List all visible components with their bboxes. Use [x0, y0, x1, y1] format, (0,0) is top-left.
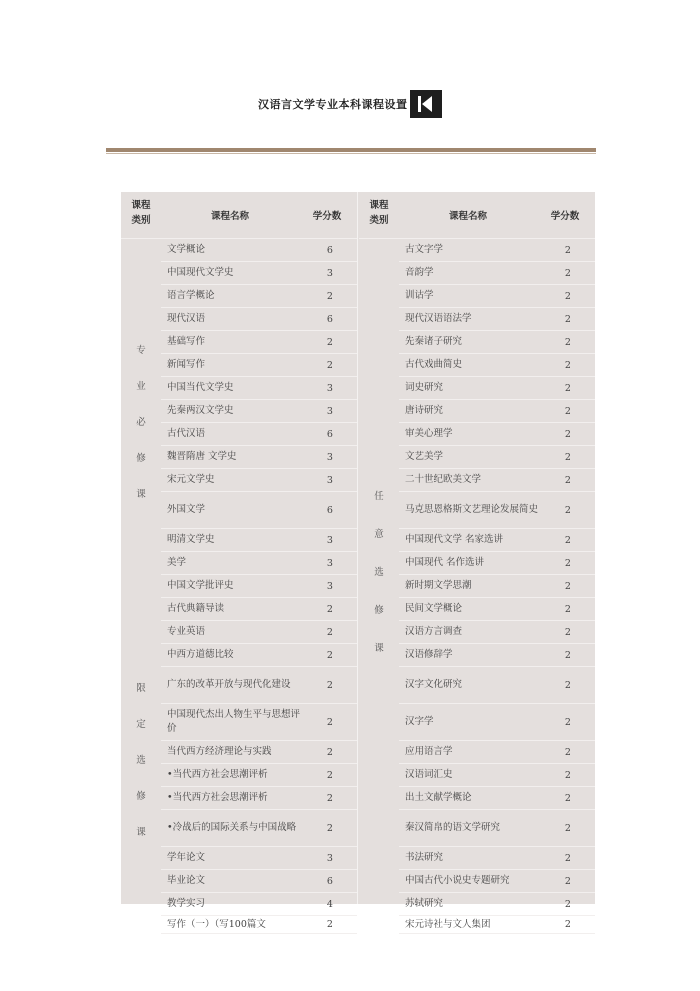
course-credits: 2	[564, 336, 571, 348]
course-name: 汉字学	[405, 716, 434, 727]
table-row	[161, 847, 357, 870]
course-credits: 2	[564, 769, 571, 781]
course-credits: 2	[326, 359, 333, 371]
course-name: 新时期文学思潮	[405, 580, 472, 591]
course-credits: 2	[326, 679, 333, 691]
course-name: 书法研究	[405, 852, 444, 863]
category-char: 修	[136, 453, 146, 464]
table-row	[161, 704, 357, 741]
header-credits: 学分数	[550, 211, 580, 222]
category-char: 选	[374, 567, 384, 578]
course-name: 中国现代杰出人物生平与思想评价	[167, 709, 301, 734]
course-credits: 2	[564, 359, 571, 371]
table-row	[399, 262, 595, 285]
category-label	[359, 488, 399, 654]
course-credits: 3	[326, 557, 333, 569]
course-name: 中国现代文学 名家选讲	[405, 534, 504, 545]
course-name: 出土文献学概论	[405, 792, 472, 803]
table-row	[161, 741, 357, 764]
course-credits: 2	[564, 746, 571, 758]
course-credits: 2	[564, 580, 571, 592]
header-course-name: 课程名称	[448, 211, 487, 222]
table-row	[399, 787, 595, 810]
table-row	[399, 916, 595, 934]
page-title-wrap	[258, 90, 408, 118]
course-name: 二十世纪欧美文学	[405, 474, 482, 485]
header-credits: 学分数	[312, 211, 342, 222]
course-credits: 2	[326, 769, 333, 781]
course-name: 文艺美学	[405, 451, 444, 462]
course-credits: 2	[564, 504, 571, 516]
course-credits: 2	[564, 679, 571, 691]
category-char: 专	[136, 345, 146, 356]
course-name: 中国现代 名作选讲	[405, 557, 485, 568]
table-row	[399, 400, 595, 423]
course-table-left	[121, 192, 358, 930]
table-row	[161, 285, 357, 308]
table-header	[121, 192, 357, 239]
course-credits: 2	[564, 626, 571, 638]
course-credits: 6	[326, 428, 333, 440]
course-name: 汉语词汇史	[405, 769, 453, 780]
table-row	[399, 644, 595, 667]
course-credits: 2	[326, 603, 333, 615]
course-name: 音韵学	[405, 267, 434, 278]
course-credits: 3	[326, 852, 333, 864]
table-row	[399, 575, 595, 598]
course-credits: 2	[564, 313, 571, 325]
course-name: 毕业论文	[167, 875, 206, 886]
course-credits: 2	[326, 290, 333, 302]
table-row	[399, 377, 595, 400]
table-row	[161, 262, 357, 285]
table-row	[399, 469, 595, 492]
table-row	[161, 377, 357, 400]
category-char: 课	[136, 489, 146, 500]
table-row	[161, 575, 357, 598]
course-credits: 2	[564, 875, 571, 887]
page-title: 汉语言文学专业本科课程设置	[258, 98, 408, 111]
course-credits: 3	[326, 534, 333, 546]
course-name: 中西方道德比较	[167, 649, 234, 660]
bookmark-icon	[410, 90, 442, 118]
course-credits: 2	[326, 336, 333, 348]
course-credits: 2	[564, 290, 571, 302]
course-name: 先秦两汉文学史	[167, 405, 234, 416]
table-row	[399, 847, 595, 870]
course-name: 审美心理学	[405, 428, 453, 439]
title-divider	[106, 148, 596, 152]
course-credits: 2	[326, 716, 333, 728]
course-name: 先秦诸子研究	[405, 336, 463, 347]
course-credits: 2	[564, 474, 571, 486]
table-row	[399, 870, 595, 893]
course-credits: 6	[326, 313, 333, 325]
category-char: 必	[136, 417, 146, 428]
table-row	[399, 764, 595, 787]
course-name: •冷战后的国际关系与中国战略	[167, 822, 297, 833]
course-credits: 2	[326, 626, 333, 638]
course-name: •当代西方社会思潮评析	[167, 792, 268, 803]
course-name: 古代汉语	[167, 428, 206, 439]
table-row	[161, 529, 357, 552]
course-credits: 2	[564, 267, 571, 279]
course-name: 应用语言学	[405, 746, 453, 757]
table-row	[161, 916, 357, 934]
course-name: 秦汉简帛的语文学研究	[405, 822, 501, 833]
table-row	[161, 644, 357, 667]
course-credits: 3	[326, 580, 333, 592]
course-credits: 2	[564, 852, 571, 864]
course-credits: 2	[326, 822, 333, 834]
table-row	[161, 667, 357, 704]
table-row	[161, 492, 357, 529]
course-credits: 2	[564, 534, 571, 546]
course-name: 苏轼研究	[405, 898, 444, 909]
course-credits: 2	[326, 919, 333, 930]
course-name: 民间文学概论	[405, 603, 463, 614]
course-name: 唐诗研究	[405, 405, 444, 416]
course-name: 文学概论	[167, 244, 206, 255]
course-credits: 6	[326, 504, 333, 516]
course-credits: 2	[564, 382, 571, 394]
header-course-name: 课程名称	[210, 211, 249, 222]
course-credits: 2	[564, 822, 571, 834]
course-name: 现代汉语	[167, 313, 206, 324]
header-category: 课程类别	[131, 200, 151, 226]
category-char: 选	[136, 755, 146, 766]
course-name: 基础写作	[167, 336, 206, 347]
course-name: 教学实习	[167, 898, 206, 909]
course-name: 专业英语	[167, 626, 206, 637]
course-name: 词史研究	[405, 382, 444, 393]
table-row	[399, 308, 595, 331]
course-name: 古代戏曲简史	[405, 359, 463, 370]
table-row	[399, 552, 595, 575]
table-row	[161, 787, 357, 810]
course-name: 美学	[167, 557, 187, 568]
course-name: 汉字文化研究	[405, 679, 463, 690]
table-row	[161, 893, 357, 916]
table-row	[161, 239, 357, 262]
table-row	[161, 598, 357, 621]
course-name: 汉语修辞学	[405, 649, 453, 660]
table-row	[161, 331, 357, 354]
table-row	[161, 469, 357, 492]
table-row	[399, 331, 595, 354]
course-name: 宋元诗社与文人集团	[405, 918, 491, 930]
course-credits: 2	[564, 649, 571, 661]
table-row	[399, 598, 595, 621]
title-divider-thin	[106, 153, 596, 154]
course-name: 古代典籍导读	[167, 603, 225, 614]
table-row	[399, 893, 595, 916]
table-row	[161, 354, 357, 377]
category-label	[121, 342, 161, 500]
table-row	[161, 764, 357, 787]
course-credits: 3	[326, 474, 333, 486]
course-credits: 2	[564, 405, 571, 417]
course-credits: 2	[564, 603, 571, 615]
course-credits: 3	[326, 382, 333, 394]
course-credits: 6	[326, 244, 333, 256]
table-row	[161, 621, 357, 644]
header-category: 课程类别	[369, 200, 389, 226]
table-row	[399, 285, 595, 308]
course-credits: 2	[564, 557, 571, 569]
course-name: •当代西方社会思潮评析	[167, 769, 268, 780]
course-name: 古文字学	[405, 244, 444, 255]
table-header	[359, 192, 595, 239]
course-name: 外国文学	[167, 504, 206, 515]
course-credits: 2	[564, 792, 571, 804]
course-name: 语言学概论	[167, 290, 215, 301]
course-name: 汉语方言调查	[405, 626, 463, 637]
table-row	[161, 400, 357, 423]
category-char: 修	[374, 605, 384, 616]
category-label	[121, 680, 161, 838]
course-rows	[399, 239, 595, 934]
category-char: 定	[136, 719, 146, 730]
course-credits: 3	[326, 267, 333, 279]
course-credits: 2	[326, 649, 333, 661]
category-char: 业	[136, 381, 146, 392]
category-char: 课	[374, 643, 384, 654]
table-row	[399, 492, 595, 529]
course-credits: 2	[564, 428, 571, 440]
table-row	[399, 354, 595, 377]
table-row	[399, 810, 595, 847]
course-credits: 4	[326, 898, 333, 910]
course-rows	[161, 239, 357, 934]
course-credits: 3	[326, 451, 333, 463]
table-row	[161, 308, 357, 331]
course-credits: 2	[326, 746, 333, 758]
course-credits: 2	[564, 244, 571, 256]
course-name: 学年论文	[167, 852, 206, 863]
course-name: 魏晋隋唐 文学史	[167, 451, 237, 462]
course-credits: 2	[564, 451, 571, 463]
table-row	[399, 446, 595, 469]
table-row	[161, 423, 357, 446]
table-row	[161, 870, 357, 893]
category-char: 限	[136, 683, 146, 694]
course-table-right	[359, 192, 595, 930]
category-char: 课	[136, 827, 146, 838]
course-name: 中国当代文学史	[167, 382, 234, 393]
course-credits: 2	[564, 716, 571, 728]
course-table	[121, 192, 595, 930]
table-row	[161, 446, 357, 469]
table-row	[399, 667, 595, 704]
course-name: 中国古代小说史专题研究	[405, 875, 510, 886]
category-char: 修	[136, 791, 146, 802]
course-credits: 2	[564, 919, 571, 930]
course-name: 马克思恩格斯文艺理论发展简史	[405, 504, 539, 515]
table-row	[399, 239, 595, 262]
course-name: 中国现代文学史	[167, 267, 234, 278]
course-name: 当代西方经济理论与实践	[167, 746, 272, 757]
table-row	[399, 423, 595, 446]
course-name: 新闻写作	[167, 359, 206, 370]
course-credits: 6	[326, 875, 333, 887]
course-name: 写作（一）（写100篇文	[167, 918, 266, 930]
course-name: 广东的改革开放与现代化建设	[167, 679, 291, 690]
course-name: 明清文学史	[167, 534, 215, 545]
course-credits: 2	[564, 898, 571, 910]
course-name: 训诂学	[405, 290, 434, 301]
course-name: 中国文学批评史	[167, 580, 234, 591]
table-row	[399, 529, 595, 552]
table-row	[399, 741, 595, 764]
table-row	[161, 552, 357, 575]
table-row	[161, 810, 357, 847]
category-char: 任	[374, 491, 384, 502]
course-credits: 3	[326, 405, 333, 417]
course-credits: 2	[326, 792, 333, 804]
table-row	[399, 621, 595, 644]
course-name: 现代汉语语法学	[405, 313, 472, 324]
table-row	[399, 704, 595, 741]
course-name: 宋元文学史	[167, 474, 215, 485]
category-char: 意	[374, 529, 384, 540]
